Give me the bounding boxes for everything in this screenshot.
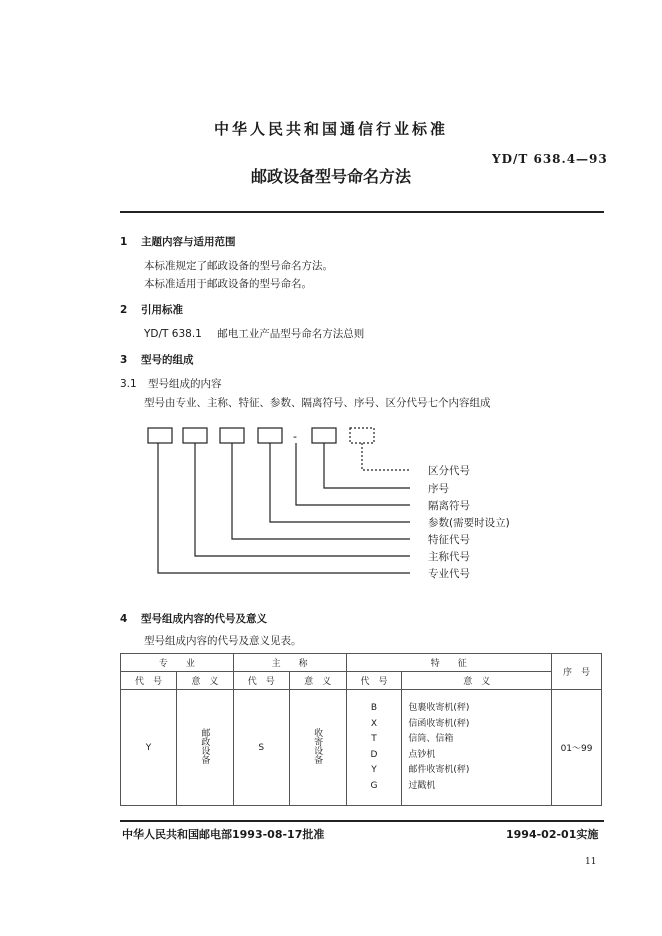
section-3-heading	[120, 352, 193, 367]
label-canshu: 参数(需要时设立)	[428, 517, 510, 529]
box-zhuanye	[148, 428, 172, 443]
leader-geli	[296, 443, 410, 505]
leader-canshu	[270, 443, 410, 522]
reference-code: YD/T 638.1	[144, 328, 202, 340]
label-zhuanye: 专业代号	[428, 568, 470, 580]
subheader-zhucheng-meaning: 意 义	[289, 672, 346, 690]
section-1-heading	[120, 234, 235, 249]
header-zhucheng: 主 称	[233, 654, 346, 672]
cell-zhuanye-meaning: 邮政设备	[199, 728, 210, 764]
standard-code: YD/T 638.4—93	[492, 152, 608, 166]
section-4-heading	[120, 611, 267, 626]
cell-zhucheng-meaning: 收寄设备	[312, 728, 323, 764]
feature-code: X	[370, 718, 378, 729]
footer-rule	[120, 820, 604, 822]
reference-line	[144, 326, 364, 341]
feature-code: G	[370, 780, 378, 791]
section-1-line-2: 本标准适用于邮政设备的型号命名。	[144, 278, 312, 290]
header-tezheng: 特 征	[346, 654, 552, 672]
section-2-number: 2	[120, 304, 128, 316]
subsection-3-1-heading	[120, 376, 222, 391]
section-4-number: 4	[120, 613, 128, 625]
box-xuhao	[312, 428, 336, 443]
section-3-number: 3	[120, 354, 128, 366]
leader-xuhao	[324, 443, 410, 488]
feature-meaning: 邮件收寄机(秤)	[408, 765, 470, 775]
cell-xuhao: 01～99	[552, 690, 602, 806]
header-zhuanye: 专 业	[121, 654, 234, 672]
feature-meaning: 信函收寄机(秤)	[408, 718, 470, 729]
section-4-title: 型号组成内容的代号及意义	[140, 613, 267, 625]
label-tezheng: 特征代号	[428, 534, 470, 546]
section-1-number: 1	[120, 236, 128, 248]
subheader-zhuanye-meaning: 意 义	[176, 672, 233, 690]
implementation-date: 1994-02-01实施	[506, 828, 599, 841]
feature-code: B	[370, 703, 378, 713]
standard-title: 中华人民共和国通信行业标准	[213, 120, 448, 138]
subheader-zhucheng-code: 代 号	[233, 672, 289, 690]
leader-zhuanye	[158, 443, 410, 573]
cell-feature-codes	[346, 690, 402, 806]
header-rule	[120, 211, 604, 213]
feature-code: Y	[371, 765, 377, 775]
section-2-title: 引用标准	[140, 304, 183, 316]
box-canshu	[258, 428, 282, 443]
feature-meaning: 信筒、信箱	[408, 734, 454, 744]
feature-code: T	[371, 734, 377, 744]
code-meaning-table	[120, 653, 602, 806]
reference-title: 邮电工业产品型号命名方法总则	[217, 328, 365, 340]
cell-zhucheng-code: S	[233, 690, 289, 806]
section-3-title: 型号的组成	[140, 354, 194, 366]
box-tezheng	[220, 428, 244, 443]
feature-meaning: 包裹收寄机(秤)	[408, 703, 470, 713]
document-title: 邮政设备型号命名方法	[250, 167, 411, 186]
subsection-3-1-title: 型号组成的内容	[148, 378, 222, 390]
label-zhucheng: 主称代号	[428, 551, 470, 563]
section-4-line: 型号组成内容的代号及意义见表。	[144, 635, 302, 647]
subsection-3-1-number: 3.1	[120, 378, 137, 390]
box-zhucheng	[183, 428, 207, 443]
model-composition-diagram	[140, 420, 540, 590]
leader-tezheng	[232, 443, 410, 539]
header-xuhao: 序 号	[552, 654, 602, 690]
subheader-tezheng-code: 代 号	[346, 672, 402, 690]
label-geli: 隔离符号	[428, 500, 470, 512]
section-2-heading	[120, 302, 183, 317]
label-qufen: 区分代号	[428, 465, 470, 477]
box-qufen	[350, 428, 374, 443]
leader-qufen	[362, 443, 410, 470]
feature-meaning: 过戳机	[408, 780, 436, 791]
feature-code: D	[370, 749, 378, 760]
cell-feature-meanings	[402, 690, 552, 806]
cell-zhuanye-code: Y	[121, 690, 177, 806]
subheader-zhuanye-code: 代 号	[121, 672, 177, 690]
approval-note: 中华人民共和国邮电部1993-08-17批准	[122, 828, 325, 841]
subheader-tezheng-meaning: 意 义	[402, 672, 552, 690]
label-xuhao: 序号	[428, 483, 449, 495]
section-1-line-1: 本标准规定了邮政设备的型号命名方法。	[144, 260, 333, 272]
separator-symbol: -	[293, 430, 297, 443]
feature-meaning: 点钞机	[408, 749, 436, 760]
section-1-title: 主题内容与适用范围	[140, 236, 236, 248]
subsection-3-1-line: 型号由专业、主称、特征、参数、隔离符号、序号、区分代号七个内容组成	[144, 397, 491, 409]
page-number: 11	[585, 857, 597, 867]
